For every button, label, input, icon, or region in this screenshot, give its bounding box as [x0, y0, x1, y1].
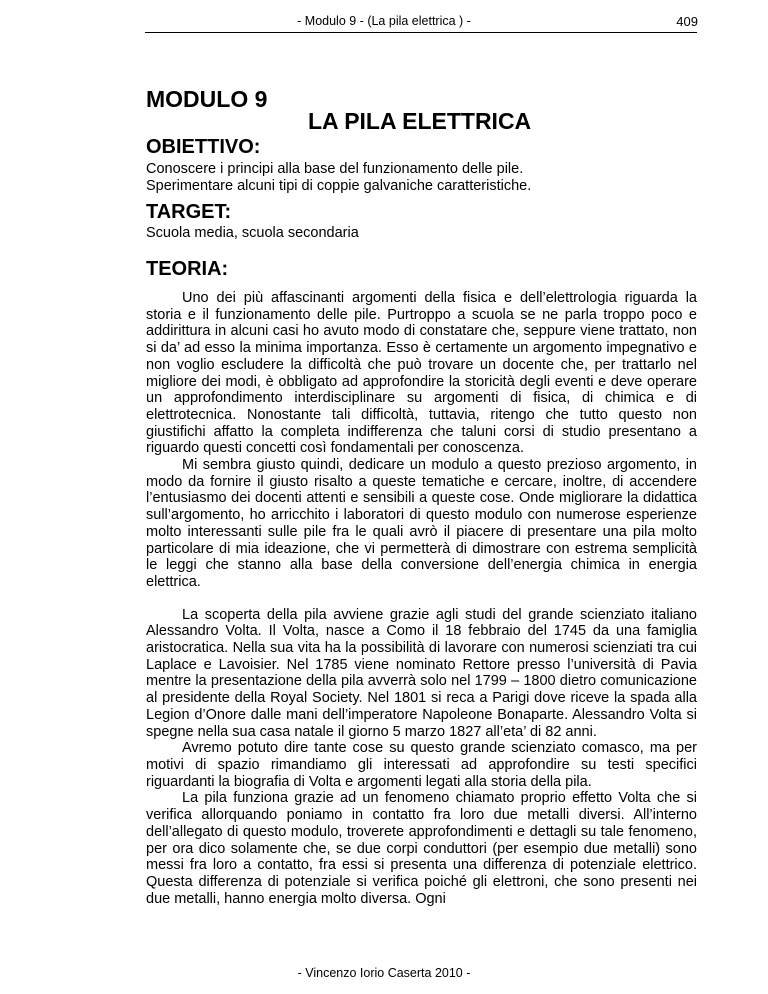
module-title: LA PILA ELETTRICA	[308, 108, 532, 134]
teoria-paragraph-5: La pila funziona grazie ad un fenomeno chiamato proprio effetto Volta che si verifica allorquando poniamo in contatto fra loro due metalli diversi. All’interno dell’allegato di questo modulo, troverete approfondimenti e dettagli su tale fenomeno, per ora dico solamente che, se due corpi conduttori (per esempio due metalli) sono messi fra loro a contatto, fra essi si presenta una differenza di potenziale elettrico. Questa differenza di potenziale si verifica poiché gli elettroni, che sono presenti nei due metalli, hanno energia molto diversa. Ogni	[146, 790, 697, 907]
teoria-paragraph-1: Uno dei più affascinanti argomenti della fisica e dell’elettrologia riguarda la storia e il funzionamento delle pile. Purtroppo a scuola se ne parla troppo poco e addirittura in alcuni casi ho avuto modo di constatare che, seppure viene trattato, non si da’ ad esso la minima importanza. Esso è certamente un argomento impegnativo e non voglio escludere la difficoltà che può trovare un docente che, per trattarlo nel migliore dei modi, è obbligato ad approfondire la storicità degli eventi e deve operare un approfondimento interdisciplinare su argomenti di fisica, di chimica e di elettrotecnica. Nonostante tali difficoltà, tuttavia, ritengo che tutto questo non giustifichi affatto la completa indifferenza che taluni corsi di studio presentano a riguardo questi concetti così fondamentali per conoscenza.	[146, 290, 697, 457]
obiettivo-line-1: Conoscere i principi alla base del funzionamento delle pile.	[146, 161, 524, 177]
heading-obiettivo: OBIETTIVO:	[146, 136, 261, 158]
heading-target: TARGET:	[146, 201, 232, 223]
heading-teoria: TEORIA:	[146, 258, 229, 280]
module-label: MODULO 9	[146, 86, 268, 112]
teoria-body	[146, 290, 697, 907]
teoria-paragraph-4: Avremo potuto dire tante cose su questo grande scienziato comasco, ma per motivi di spazio rimandiamo gli interessati ad approfondire su testi specifici riguardanti la biografia di Volta e argomenti legati alla storia della pila.	[146, 740, 697, 790]
page-footer: - Vincenzo Iorio Caserta 2010 -	[297, 966, 471, 980]
teoria-paragraph-3: La scoperta della pila avviene grazie agli studi del grande scienziato italiano Alessandro Volta. Il Volta, nasce a Como il 18 febbraio del 1745 da una famiglia aristocratica. Nella sua vita ha la possibilità di lavorare con numerosi scienziati tra cui Laplace e Lavoisier. Nel 1785 viene nominato Rettore presso l’università di Pavia mentre la presentazione della pila avverrà solo nel 1799 – 1800 dietro comunicazione al presidente della Royal Society. Nel 1801 si reca a Parigi dove riceve la spada alla Legion d’Onore dalle mani dell’imperatore Napoleone Bonaparte. Alessandro Volta si spegne nella sua casa natale il giorno 5 marzo 1827 all’eta’ di 82 anni.	[146, 606, 697, 740]
obiettivo-line-2: Sperimentare alcuni tipi di coppie galvaniche caratteristiche.	[146, 178, 532, 194]
page-number: 409	[676, 14, 698, 29]
obiettivo-text	[146, 161, 706, 195]
running-title: - Modulo 9 - (La pila elettrica ) -	[297, 14, 471, 28]
teoria-paragraph-2: Mi sembra giusto quindi, dedicare un modulo a questo prezioso argomento, in modo da fornire il giusto risalto a queste tematiche e cercare, inoltre, di accendere l’entusiasmo dei docenti attenti e sensibili a queste cose. Onde migliorare la didattica sull’argomento, ho arricchito i laboratori di questo modulo con numerose esperienze molto interessanti sulle pile fra le quali avrò il piacere di presentare una pila molto particolare di mia ideazione, che vi permetterà di dimostrare con estrema semplicità le leggi che stanno alla base della conversione dell’energia chimica in energia elettrica.	[146, 457, 697, 590]
target-text: Scuola media, scuola secondaria	[146, 225, 359, 241]
header-rule	[145, 32, 697, 33]
page-header	[0, 14, 768, 34]
